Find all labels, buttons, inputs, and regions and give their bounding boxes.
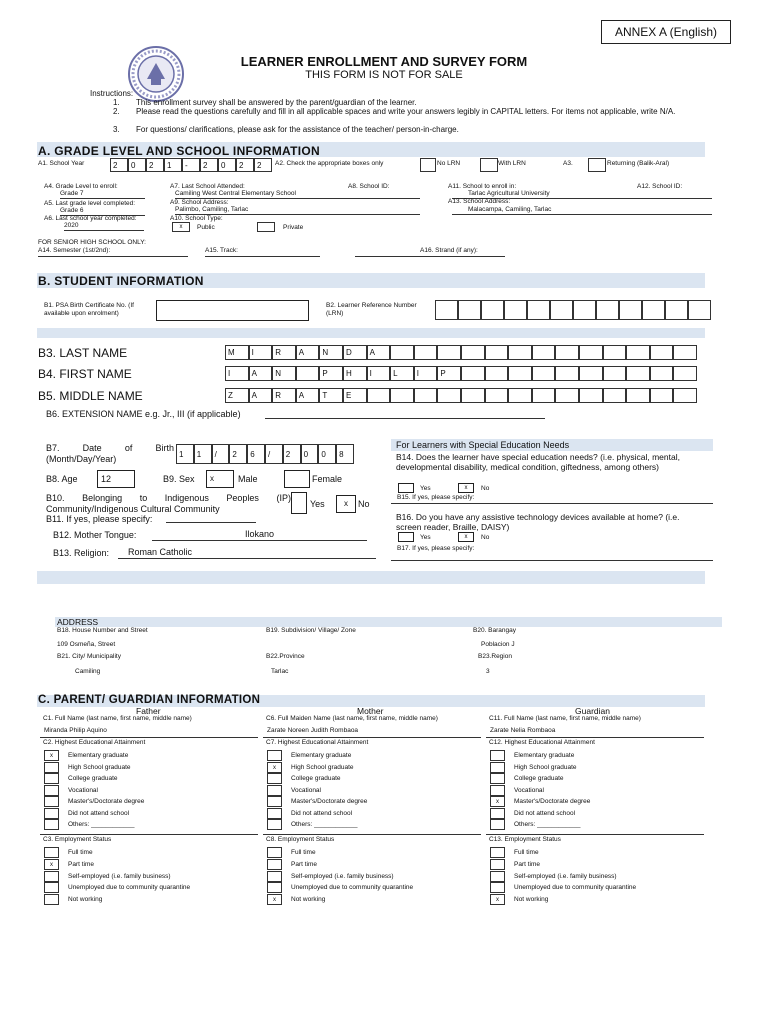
education-label: C7. Highest Educational Attainment (266, 739, 369, 746)
returning-checkbox[interactable] (588, 158, 606, 172)
education-checkbox[interactable] (267, 808, 282, 819)
education-option: Others: ____________ (514, 821, 581, 828)
ip-yes-label: Yes (310, 499, 325, 509)
education-checkbox[interactable] (44, 785, 59, 796)
with-lrn-checkbox[interactable] (480, 158, 498, 172)
enroll-addr-label: A13. School Address: (448, 198, 511, 205)
char-box[interactable]: 2 (229, 444, 247, 464)
school-year-label: A1. School Year (38, 160, 85, 167)
male-label: Male (238, 474, 258, 484)
employment-label: C13. Employment Status (489, 836, 561, 843)
char-box[interactable] (555, 388, 579, 403)
psa-input[interactable] (156, 300, 309, 321)
public-label: Public (197, 224, 215, 231)
barangay-value[interactable]: Poblacion J (481, 641, 515, 648)
char-box[interactable]: 8 (336, 444, 354, 464)
education-checkbox[interactable]: x (267, 762, 282, 773)
form-subtitle: THIS FORM IS NOT FOR SALE (305, 69, 463, 81)
char-box[interactable]: 1 (164, 158, 182, 172)
age-label: B8. Age (46, 474, 78, 484)
sped-title: For Learners with Special Education Needs (396, 440, 570, 450)
check-boxes-label: A2. Check the appropriate boxes only (275, 160, 384, 167)
education-checkbox[interactable]: x (490, 796, 505, 807)
employment-checkbox[interactable] (44, 894, 59, 905)
char-box[interactable]: L (390, 366, 414, 381)
tongue-value[interactable]: Ilokano (152, 529, 367, 541)
char-box[interactable] (619, 300, 642, 320)
char-box[interactable] (504, 300, 527, 320)
char-box[interactable]: 0 (301, 444, 319, 464)
b16-yes-label: Yes (420, 534, 431, 541)
education-option: High School graduate (514, 763, 577, 771)
char-box[interactable]: 6 (247, 444, 265, 464)
annex-label: ANNEX A (English) (601, 20, 731, 44)
parent-name-label: C6. Full Maiden Name (last name, first name, middle name) (266, 715, 438, 722)
char-box[interactable] (555, 345, 579, 360)
last-name-boxes[interactable] (225, 345, 697, 360)
education-checkbox[interactable] (490, 785, 505, 796)
char-box[interactable] (579, 345, 603, 360)
parent-name-value[interactable]: Zarate Nelia Rombaoa (490, 727, 556, 734)
education-checkbox[interactable] (267, 819, 282, 830)
enroll-school-value[interactable]: Tarlac Agricultural University (452, 190, 712, 199)
education-option: Master's/Doctorate degree (291, 798, 368, 805)
enroll-addr-value[interactable]: Malacampa, Camiling, Tarlac (452, 206, 712, 215)
instruction-number: 2. (113, 107, 120, 116)
char-box[interactable] (579, 388, 603, 403)
char-box[interactable] (508, 388, 532, 403)
enroll-school-label: A11. School to enroll in: (448, 183, 517, 190)
char-box[interactable]: / (265, 444, 283, 464)
column-divider (40, 737, 258, 738)
char-box[interactable] (532, 366, 556, 381)
ip-specify-label: B11. If yes, please specify: (46, 514, 153, 524)
extension-input[interactable] (265, 418, 545, 419)
no-lrn-checkbox[interactable] (420, 158, 436, 172)
char-box[interactable] (573, 300, 596, 320)
enroll-school-id-label: A12. School ID: (637, 183, 683, 190)
employment-checkbox[interactable] (267, 882, 282, 893)
employment-option: Full time (68, 849, 93, 856)
last-grade-value[interactable]: Grade 6 (60, 207, 145, 216)
char-box[interactable]: 0 (218, 158, 236, 172)
deped-seal-icon (127, 45, 185, 103)
char-box[interactable]: I (249, 345, 273, 360)
b16-no-checkbox[interactable]: x (458, 532, 474, 542)
employment-checkbox[interactable]: x (267, 894, 282, 905)
char-box[interactable]: 2 (283, 444, 301, 464)
region-label: B23.Region (478, 653, 512, 660)
female-checkbox[interactable] (284, 470, 310, 488)
char-box[interactable] (414, 388, 438, 403)
column-divider (263, 737, 481, 738)
b14-no-checkbox[interactable]: x (458, 483, 474, 493)
school-addr-value[interactable]: Palimbo, Camiling, Tarlac (175, 206, 420, 215)
employment-option: Full time (514, 849, 539, 856)
char-box[interactable] (650, 388, 674, 403)
employment-checkbox[interactable] (490, 882, 505, 893)
private-checkbox[interactable] (257, 222, 275, 232)
female-label: Female (312, 474, 343, 484)
b16-label: B16. Do you have any assistive technology devices available at home? (i.e. screen reader, Braille, DAISY) (396, 512, 680, 532)
instruction-number: 3. (113, 125, 120, 134)
education-checkbox[interactable] (44, 819, 59, 830)
last-sy-value[interactable]: 2020 (64, 222, 144, 231)
region-value[interactable]: 3 (486, 668, 490, 675)
education-checkbox[interactable]: x (44, 750, 59, 761)
char-box[interactable] (642, 300, 665, 320)
employment-checkbox[interactable] (267, 847, 282, 858)
education-option: Master's/Doctorate degree (68, 798, 145, 805)
employment-option: Not working (514, 896, 549, 904)
char-box[interactable]: P (437, 366, 461, 381)
column-divider (263, 834, 481, 835)
divider-bar (37, 328, 705, 338)
a3-label: A3. (563, 160, 573, 167)
char-box[interactable] (485, 388, 509, 403)
char-box[interactable]: R (272, 345, 296, 360)
char-box[interactable] (603, 388, 627, 403)
divider-bar (37, 571, 705, 584)
char-box[interactable] (437, 388, 461, 403)
city-value[interactable]: Camiling (75, 668, 101, 675)
char-box[interactable] (603, 366, 627, 381)
employment-option: Part time (68, 860, 95, 868)
char-box[interactable]: Z (225, 388, 249, 403)
strand-input[interactable] (355, 256, 505, 257)
lrn-boxes[interactable] (435, 300, 711, 320)
char-box[interactable]: 1 (176, 444, 194, 464)
section-c-title: C. PARENT/ GUARDIAN INFORMATION (38, 694, 261, 706)
char-box[interactable]: T (319, 388, 343, 403)
extension-label: B6. EXTENSION NAME e.g. Jr., III (if applicable) (46, 409, 241, 419)
employment-checkbox[interactable] (267, 871, 282, 882)
education-option: College graduate (291, 775, 341, 782)
char-box[interactable] (390, 388, 414, 403)
employment-option: Self-employed (i.e. family business) (514, 872, 617, 880)
education-option: Elementary graduate (291, 752, 352, 759)
instruction-item: For questions/ clarifications, please ask for the assistance of the teacher/ person-in-charge. (136, 125, 459, 134)
middle-name-label: B5. MIDDLE NAME (38, 389, 143, 403)
education-checkbox[interactable] (490, 773, 505, 784)
employment-option: Unemployed due to community quarantine (291, 884, 414, 892)
education-option: Did not attend school (291, 809, 353, 817)
age-input[interactable]: 12 (97, 470, 135, 488)
char-box[interactable] (296, 366, 320, 381)
religion-value[interactable]: Roman Catholic (118, 547, 376, 559)
track-input[interactable] (205, 256, 320, 257)
char-box[interactable] (508, 366, 532, 381)
employment-option: Not working (68, 896, 103, 904)
char-box[interactable] (650, 345, 674, 360)
parent-name-value[interactable]: Zarate Noreen Judith Rombaoa (267, 727, 359, 734)
b14-no-label: No (481, 485, 490, 492)
char-box[interactable]: N (319, 345, 343, 360)
school-type-label: A10. School Type: (170, 215, 223, 222)
parent-name-value[interactable]: Miranda Philip Aquino (44, 727, 107, 734)
employment-option: Part time (291, 860, 318, 868)
grade-enroll-label: A4. Grade Level to enroll: (44, 183, 118, 190)
ip-label: B10. Belonging to Indigenous Peoples (IP) Community/Indigenous Cultural Community (46, 493, 291, 514)
char-box[interactable]: I (414, 366, 438, 381)
b14-yes-label: Yes (420, 485, 431, 492)
char-box[interactable]: H (343, 366, 367, 381)
education-checkbox[interactable] (267, 750, 282, 761)
shs-label: FOR SENIOR HIGH SCHOOL ONLY: (38, 239, 146, 246)
instructions-heading: Instructions: (90, 89, 134, 98)
form-title: LEARNER ENROLLMENT AND SURVEY FORM (240, 54, 528, 69)
column-divider (486, 834, 704, 835)
employment-option: Not working (291, 896, 326, 904)
education-checkbox[interactable] (267, 785, 282, 796)
employment-checkbox[interactable]: x (44, 859, 59, 870)
employment-checkbox[interactable] (490, 859, 505, 870)
education-option: Master's/Doctorate degree (514, 798, 591, 805)
education-option: Did not attend school (514, 809, 576, 817)
char-box[interactable] (579, 366, 603, 381)
ip-no-label: No (358, 499, 370, 509)
education-label: C12. Highest Educational Attainment (489, 739, 595, 746)
education-option: Did not attend school (68, 809, 130, 817)
char-box[interactable]: N (272, 366, 296, 381)
char-box[interactable]: P (319, 366, 343, 381)
employment-option: Self-employed (i.e. family business) (291, 872, 394, 880)
char-box[interactable]: 1 (194, 444, 212, 464)
mother-heading: Mother (357, 706, 384, 716)
last-grade-label: A5. Last grade level completed: (44, 200, 136, 207)
employment-label: C8. Employment Status (266, 836, 335, 843)
b14-label: B14. Does the learner have special education needs? (i.e. physical, mental, developmental disability, medical condition, giftedness, among others) (396, 452, 680, 472)
char-box[interactable] (665, 300, 688, 320)
education-option: Others: ____________ (68, 821, 135, 828)
last-name-label: B3. LAST NAME (38, 346, 128, 360)
school-addr-label: A9. School Address: (170, 199, 229, 206)
char-box[interactable] (481, 300, 504, 320)
employment-checkbox[interactable] (44, 847, 59, 858)
father-heading: Father (136, 706, 161, 716)
char-box[interactable] (673, 345, 697, 360)
char-box[interactable] (650, 366, 674, 381)
address-bar (55, 617, 722, 627)
employment-option: Part time (514, 860, 541, 868)
char-box[interactable] (508, 345, 532, 360)
education-checkbox[interactable] (490, 750, 505, 761)
employment-option: Self-employed (i.e. family business) (68, 872, 171, 880)
middle-name-boxes[interactable] (225, 388, 697, 403)
dob-boxes[interactable] (176, 444, 354, 464)
char-box[interactable]: 2 (200, 158, 218, 172)
education-checkbox[interactable] (44, 796, 59, 807)
public-checkbox[interactable]: x (172, 222, 190, 232)
char-box[interactable] (532, 345, 556, 360)
char-box[interactable] (555, 366, 579, 381)
education-option: High School graduate (68, 763, 131, 771)
province-label: B22.Province (266, 653, 305, 660)
employment-option: Unemployed due to community quarantine (514, 884, 637, 892)
char-box[interactable]: 2 (236, 158, 254, 172)
column-divider (486, 737, 704, 738)
char-box[interactable] (461, 366, 485, 381)
employment-option: Unemployed due to community quarantine (68, 884, 191, 892)
sex-label: B9. Sex (163, 474, 195, 484)
char-box[interactable] (626, 366, 650, 381)
employment-checkbox[interactable]: x (490, 894, 505, 905)
char-box[interactable]: / (212, 444, 230, 464)
last-school-value[interactable]: Camiling West Central Elementary School (175, 190, 420, 199)
section-a-title: A. GRADE LEVEL AND SCHOOL INFORMATION (38, 144, 320, 158)
school-id-label: A8. School ID: (348, 183, 390, 190)
dob-label: B7. Date of Birth (Month/Day/Year) (46, 443, 174, 464)
b14-yes-checkbox[interactable] (398, 483, 414, 493)
first-name-label: B4. FIRST NAME (38, 367, 132, 381)
province-value[interactable]: Tarlac (271, 668, 289, 675)
male-checkbox[interactable]: x (206, 470, 234, 488)
instruction-item: This enrollment survey shall be answered by the parent/guardian of the learner. (136, 98, 417, 107)
char-box[interactable]: 2 (110, 158, 128, 172)
ip-yes-checkbox[interactable] (291, 492, 307, 514)
char-box[interactable] (596, 300, 619, 320)
char-box[interactable] (367, 388, 391, 403)
track-label: A15. Track: (205, 247, 238, 254)
employment-checkbox[interactable] (267, 859, 282, 870)
education-option: Elementary graduate (514, 752, 575, 759)
column-divider (40, 834, 258, 835)
education-option: Vocational (291, 786, 321, 794)
char-box[interactable]: R (272, 388, 296, 403)
education-checkbox[interactable] (44, 773, 59, 784)
char-box[interactable]: A (296, 388, 320, 403)
b15-label: B15. If yes, please specify: (397, 494, 475, 501)
education-option: High School graduate (291, 763, 354, 771)
with-lrn-label: With LRN (498, 160, 526, 167)
char-box[interactable] (550, 300, 573, 320)
char-box[interactable] (485, 366, 509, 381)
education-checkbox[interactable] (490, 808, 505, 819)
returning-label: Returning (Balik-Aral) (607, 160, 670, 167)
b15-input[interactable] (391, 503, 713, 504)
instruction-item: Please read the questions carefully and fill in all applicable spaces and write your answers legibly in CAPITAL letters. For items not applicable, write N/A. (136, 107, 676, 116)
b16-yes-checkbox[interactable] (398, 532, 414, 542)
education-option: Vocational (514, 786, 544, 794)
education-option: College graduate (68, 775, 118, 782)
char-box[interactable]: A (367, 345, 391, 360)
char-box[interactable] (435, 300, 458, 320)
employment-checkbox[interactable] (490, 847, 505, 858)
education-checkbox[interactable] (267, 773, 282, 784)
education-checkbox[interactable] (490, 819, 505, 830)
b16-no-label: No (481, 534, 490, 541)
char-box[interactable]: I (225, 366, 249, 381)
employment-option: Full time (291, 849, 316, 856)
char-box[interactable] (626, 345, 650, 360)
char-box[interactable] (532, 388, 556, 403)
barangay-label: B20. Barangay (473, 627, 517, 634)
parent-name-label: C11. Full Name (last name, first name, middle name) (489, 715, 641, 722)
guardian-heading: Guardian (575, 706, 610, 716)
education-option: Vocational (68, 786, 98, 794)
char-box[interactable]: - (182, 158, 200, 172)
semester-label: A14. Semester (1st/2nd): (38, 247, 111, 254)
strand-label: A16. Strand (if any): (420, 247, 478, 254)
char-box[interactable]: 2 (254, 158, 272, 172)
char-box[interactable]: 2 (146, 158, 164, 172)
char-box[interactable] (603, 345, 627, 360)
employment-checkbox[interactable] (44, 882, 59, 893)
address-title: ADDRESS (57, 617, 99, 627)
subdivision-label: B19. Subdivision/ Village/ Zone (266, 627, 356, 634)
lrn-label: B2. Learner Reference Number (LRN) (326, 302, 417, 317)
education-checkbox[interactable] (267, 796, 282, 807)
char-box[interactable]: 0 (128, 158, 146, 172)
instruction-number: 1. (113, 98, 120, 107)
char-box[interactable] (673, 388, 697, 403)
house-value[interactable]: 109 Osmeña, Street (57, 641, 116, 648)
char-box[interactable] (390, 345, 414, 360)
private-label: Private (283, 224, 304, 231)
char-box[interactable] (458, 300, 481, 320)
first-name-boxes[interactable] (225, 366, 697, 381)
employment-checkbox[interactable] (490, 871, 505, 882)
tongue-label: B12. Mother Tongue: (53, 530, 137, 540)
employment-label: C3. Employment Status (43, 836, 112, 843)
semester-input[interactable] (38, 256, 188, 257)
section-b-title: B. STUDENT INFORMATION (38, 274, 204, 288)
school-year-boxes[interactable] (110, 158, 272, 172)
char-box[interactable] (461, 345, 485, 360)
char-box[interactable] (626, 388, 650, 403)
education-option: Elementary graduate (68, 752, 129, 759)
education-option: Others: ____________ (291, 821, 358, 828)
city-label: B21. City/ Municipality (57, 653, 121, 660)
education-label: C2. Highest Educational Attainment (43, 739, 146, 746)
char-box[interactable] (688, 300, 711, 320)
religion-label: B13. Religion: (53, 548, 110, 558)
education-checkbox[interactable] (44, 762, 59, 773)
char-box[interactable]: I (367, 366, 391, 381)
education-checkbox[interactable] (490, 762, 505, 773)
last-school-label: A7. Last School Attended: (170, 183, 245, 190)
ip-no-checkbox[interactable]: x (336, 495, 356, 513)
char-box[interactable] (461, 388, 485, 403)
last-sy-label: A6. Last school year completed: (44, 215, 137, 222)
employment-checkbox[interactable] (44, 871, 59, 882)
char-box[interactable]: A (249, 388, 273, 403)
char-box[interactable] (673, 366, 697, 381)
char-box[interactable] (414, 345, 438, 360)
char-box[interactable]: 0 (318, 444, 336, 464)
ip-specify-input[interactable] (166, 522, 256, 523)
b17-input[interactable] (391, 560, 713, 561)
grade-enroll-value[interactable]: Grade 7 (60, 190, 145, 199)
char-box[interactable] (485, 345, 509, 360)
char-box[interactable]: A (249, 366, 273, 381)
education-option: College graduate (514, 775, 564, 782)
char-box[interactable] (527, 300, 550, 320)
char-box[interactable]: E (343, 388, 367, 403)
parent-name-label: C1. Full Name (last name, first name, middle name) (43, 715, 192, 722)
no-lrn-label: No LRN (437, 160, 461, 167)
house-label: B18. House Number and Street (57, 627, 148, 634)
b17-label: B17. If yes, please specify: (397, 545, 475, 552)
education-checkbox[interactable] (44, 808, 59, 819)
char-box[interactable]: A (296, 345, 320, 360)
psa-label: B1. PSA Birth Certificate No. (If available upon enrolment) (44, 302, 134, 317)
char-box[interactable]: D (343, 345, 367, 360)
char-box[interactable] (437, 345, 461, 360)
char-box[interactable]: M (225, 345, 249, 360)
